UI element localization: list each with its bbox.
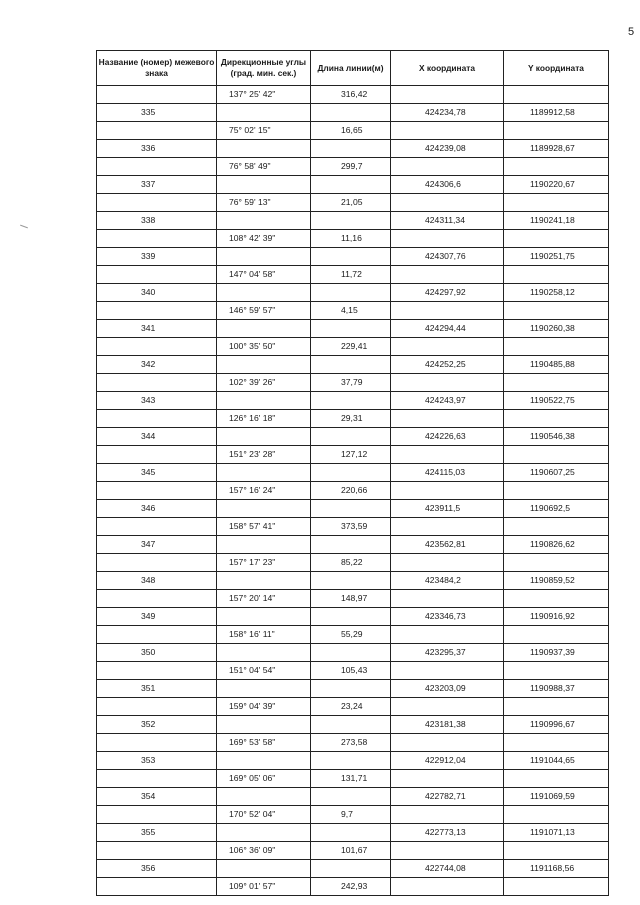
cell-angle: 158° 16' 11" [217, 626, 311, 644]
cell-name: 355 [97, 824, 217, 842]
cell-angle: 106° 36' 09" [217, 842, 311, 860]
cell-length: 85,22 [311, 554, 391, 572]
cell-x: 424115,03 [391, 464, 504, 482]
table-row [97, 842, 609, 860]
cell-name: 339 [97, 248, 217, 266]
cell-angle [217, 536, 311, 554]
table-row [97, 104, 609, 122]
cell-name [97, 626, 217, 644]
cell-angle: 146° 59' 57" [217, 302, 311, 320]
header-name: Название (номер) межевого знака [97, 51, 217, 86]
cell-angle [217, 860, 311, 878]
table-row [97, 302, 609, 320]
table-row [97, 680, 609, 698]
cell-y: 1190916,92 [504, 608, 609, 626]
cell-x: 424297,92 [391, 284, 504, 302]
cell-y: 1191168,56 [504, 860, 609, 878]
cell-angle: 159° 04' 39" [217, 698, 311, 716]
cell-y [504, 158, 609, 176]
table-row [97, 554, 609, 572]
cell-name: 340 [97, 284, 217, 302]
cell-name: 352 [97, 716, 217, 734]
cell-length [311, 320, 391, 338]
table-row [97, 230, 609, 248]
cell-name: 346 [97, 500, 217, 518]
cell-name [97, 194, 217, 212]
table-row [97, 158, 609, 176]
cell-y: 1190859,52 [504, 572, 609, 590]
cell-y [504, 518, 609, 536]
table-row [97, 788, 609, 806]
cell-length: 299,7 [311, 158, 391, 176]
cell-y [504, 302, 609, 320]
cell-x: 423181,38 [391, 716, 504, 734]
table-row [97, 356, 609, 374]
cell-angle: 158° 57' 41" [217, 518, 311, 536]
table-row [97, 644, 609, 662]
cell-x: 424226,63 [391, 428, 504, 446]
cell-length: 29,31 [311, 410, 391, 428]
cell-y [504, 734, 609, 752]
cell-x: 424307,76 [391, 248, 504, 266]
cell-angle: 151° 04' 54" [217, 662, 311, 680]
cell-angle: 157° 20' 14" [217, 590, 311, 608]
cell-name: 345 [97, 464, 217, 482]
cell-name [97, 554, 217, 572]
cell-y [504, 338, 609, 356]
cell-x [391, 626, 504, 644]
cell-length: 101,67 [311, 842, 391, 860]
table-row [97, 338, 609, 356]
cell-name: 349 [97, 608, 217, 626]
table-body [97, 86, 609, 896]
table-row [97, 248, 609, 266]
cell-name: 354 [97, 788, 217, 806]
cell-y: 1190258,12 [504, 284, 609, 302]
cell-x: 424243,97 [391, 392, 504, 410]
table-row [97, 194, 609, 212]
cell-length [311, 140, 391, 158]
cell-x [391, 230, 504, 248]
cell-name: 356 [97, 860, 217, 878]
cell-y: 1190692,5 [504, 500, 609, 518]
table-row [97, 176, 609, 194]
cell-y: 1190220,67 [504, 176, 609, 194]
cell-y: 1190826,62 [504, 536, 609, 554]
cell-angle [217, 644, 311, 662]
table-row [97, 284, 609, 302]
cell-name: 342 [97, 356, 217, 374]
cell-y: 1190485,88 [504, 356, 609, 374]
cell-length: 11,72 [311, 266, 391, 284]
header-row [97, 51, 609, 86]
cell-x [391, 518, 504, 536]
cell-y [504, 878, 609, 896]
cell-y [504, 698, 609, 716]
cell-x [391, 410, 504, 428]
cell-x: 423295,37 [391, 644, 504, 662]
cell-name: 347 [97, 536, 217, 554]
cell-y: 1190546,38 [504, 428, 609, 446]
cell-angle: 126° 16' 18" [217, 410, 311, 428]
cell-length: 21,05 [311, 194, 391, 212]
cell-name [97, 698, 217, 716]
cell-angle [217, 212, 311, 230]
cell-name [97, 158, 217, 176]
cell-length [311, 824, 391, 842]
cell-x [391, 122, 504, 140]
header-angle: Дирекционные углы (град. мин. сек.) [217, 51, 311, 86]
cell-length: 16,65 [311, 122, 391, 140]
cell-x [391, 842, 504, 860]
table-row [97, 410, 609, 428]
cell-length [311, 608, 391, 626]
cell-x: 422912,04 [391, 752, 504, 770]
cell-name [97, 518, 217, 536]
cell-name: 351 [97, 680, 217, 698]
cell-length: 220,66 [311, 482, 391, 500]
cell-y [504, 194, 609, 212]
cell-length [311, 284, 391, 302]
cell-name [97, 734, 217, 752]
cell-angle: 75° 02' 15" [217, 122, 311, 140]
cell-y [504, 230, 609, 248]
cell-name [97, 662, 217, 680]
cell-length: 131,71 [311, 770, 391, 788]
cell-name: 335 [97, 104, 217, 122]
cell-y: 1191069,59 [504, 788, 609, 806]
boundary-table [96, 50, 609, 896]
cell-name: 336 [97, 140, 217, 158]
table-row [97, 806, 609, 824]
cell-name [97, 446, 217, 464]
cell-name [97, 806, 217, 824]
cell-length: 273,58 [311, 734, 391, 752]
cell-length: 55,29 [311, 626, 391, 644]
cell-length [311, 788, 391, 806]
cell-name [97, 878, 217, 896]
table-row [97, 500, 609, 518]
cell-y [504, 410, 609, 428]
table-row [97, 518, 609, 536]
cell-angle [217, 752, 311, 770]
cell-length [311, 104, 391, 122]
cell-x: 424306,6 [391, 176, 504, 194]
cell-name [97, 122, 217, 140]
cell-length [311, 500, 391, 518]
cell-length: 229,41 [311, 338, 391, 356]
cell-y [504, 554, 609, 572]
cell-length [311, 536, 391, 554]
cell-length [311, 176, 391, 194]
table-row [97, 824, 609, 842]
cell-x [391, 734, 504, 752]
table-row [97, 662, 609, 680]
cell-name [97, 266, 217, 284]
table-row [97, 770, 609, 788]
cell-angle [217, 356, 311, 374]
cell-y: 1189928,67 [504, 140, 609, 158]
table-row [97, 860, 609, 878]
cell-x [391, 302, 504, 320]
table-row [97, 86, 609, 104]
table-row [97, 734, 609, 752]
cell-x: 424234,78 [391, 104, 504, 122]
page-number: 5 [628, 26, 635, 38]
cell-name [97, 590, 217, 608]
table-row [97, 608, 609, 626]
cell-x [391, 806, 504, 824]
cell-angle: 100° 35' 50" [217, 338, 311, 356]
table-row [97, 446, 609, 464]
cell-x: 424311,34 [391, 212, 504, 230]
cell-name [97, 770, 217, 788]
cell-length [311, 752, 391, 770]
cell-name [97, 842, 217, 860]
table-row [97, 752, 609, 770]
cell-name [97, 410, 217, 428]
cell-angle: 76° 59' 13" [217, 194, 311, 212]
cell-name: 338 [97, 212, 217, 230]
cell-length: 4,15 [311, 302, 391, 320]
scan-mark [20, 225, 28, 229]
cell-name: 344 [97, 428, 217, 446]
cell-y: 1190522,75 [504, 392, 609, 410]
cell-y [504, 482, 609, 500]
cell-y [504, 770, 609, 788]
table-row [97, 572, 609, 590]
cell-y [504, 590, 609, 608]
cell-angle: 147° 04' 58" [217, 266, 311, 284]
cell-x: 423484,2 [391, 572, 504, 590]
cell-length [311, 860, 391, 878]
cell-length: 37,79 [311, 374, 391, 392]
cell-name [97, 302, 217, 320]
cell-x: 424239,08 [391, 140, 504, 158]
cell-length [311, 644, 391, 662]
cell-angle [217, 392, 311, 410]
cell-y: 1190260,38 [504, 320, 609, 338]
cell-length [311, 680, 391, 698]
header-length: Длина линии(м) [311, 51, 391, 86]
cell-angle [217, 680, 311, 698]
cell-angle: 157° 17' 23" [217, 554, 311, 572]
cell-y: 1191044,65 [504, 752, 609, 770]
cell-y: 1190988,37 [504, 680, 609, 698]
cell-angle [217, 104, 311, 122]
cell-x [391, 770, 504, 788]
cell-x [391, 554, 504, 572]
cell-angle [217, 464, 311, 482]
cell-length: 105,43 [311, 662, 391, 680]
cell-angle: 137° 25' 42" [217, 86, 311, 104]
cell-y [504, 446, 609, 464]
table-row [97, 626, 609, 644]
cell-angle: 169° 53' 58" [217, 734, 311, 752]
cell-name: 348 [97, 572, 217, 590]
cell-name [97, 374, 217, 392]
cell-name: 341 [97, 320, 217, 338]
cell-y [504, 662, 609, 680]
cell-angle [217, 572, 311, 590]
cell-angle: 108° 42' 39" [217, 230, 311, 248]
cell-x: 423346,73 [391, 608, 504, 626]
table-row [97, 374, 609, 392]
cell-x [391, 338, 504, 356]
cell-angle [217, 320, 311, 338]
cell-angle [217, 608, 311, 626]
cell-y: 1189912,58 [504, 104, 609, 122]
cell-x [391, 158, 504, 176]
cell-y [504, 122, 609, 140]
cell-length: 23,24 [311, 698, 391, 716]
cell-y: 1190996,67 [504, 716, 609, 734]
cell-length: 373,59 [311, 518, 391, 536]
cell-name: 337 [97, 176, 217, 194]
cell-angle: 76° 58' 49" [217, 158, 311, 176]
header-y: Y координата [504, 51, 609, 86]
cell-angle [217, 716, 311, 734]
cell-angle [217, 788, 311, 806]
cell-length [311, 464, 391, 482]
cell-x [391, 698, 504, 716]
cell-angle: 170° 52' 04" [217, 806, 311, 824]
cell-length: 127,12 [311, 446, 391, 464]
table-row [97, 698, 609, 716]
table-row [97, 266, 609, 284]
cell-y [504, 374, 609, 392]
cell-x [391, 266, 504, 284]
cell-length [311, 356, 391, 374]
cell-x: 423911,5 [391, 500, 504, 518]
cell-name: 350 [97, 644, 217, 662]
cell-y: 1190607,25 [504, 464, 609, 482]
cell-x [391, 878, 504, 896]
cell-x [391, 374, 504, 392]
cell-x: 422782,71 [391, 788, 504, 806]
cell-angle: 151° 23' 28" [217, 446, 311, 464]
cell-length [311, 212, 391, 230]
cell-angle [217, 284, 311, 302]
cell-x [391, 662, 504, 680]
table-row [97, 716, 609, 734]
cell-y [504, 266, 609, 284]
cell-length: 11,16 [311, 230, 391, 248]
cell-y [504, 842, 609, 860]
cell-angle [217, 176, 311, 194]
table-row [97, 392, 609, 410]
header-x: X координата [391, 51, 504, 86]
cell-length [311, 716, 391, 734]
cell-name [97, 482, 217, 500]
cell-angle: 169° 05' 06" [217, 770, 311, 788]
cell-x: 424294,44 [391, 320, 504, 338]
table-row [97, 464, 609, 482]
table-row [97, 140, 609, 158]
cell-y [504, 86, 609, 104]
cell-y [504, 806, 609, 824]
cell-x: 422744,08 [391, 860, 504, 878]
table-row [97, 590, 609, 608]
cell-x: 423562,81 [391, 536, 504, 554]
cell-y: 1190251,75 [504, 248, 609, 266]
cell-length [311, 392, 391, 410]
cell-x [391, 482, 504, 500]
cell-angle [217, 428, 311, 446]
cell-angle: 109° 01' 57" [217, 878, 311, 896]
cell-x [391, 446, 504, 464]
table-row [97, 878, 609, 896]
cell-angle [217, 248, 311, 266]
cell-length: 9,7 [311, 806, 391, 824]
cell-angle [217, 500, 311, 518]
cell-length [311, 428, 391, 446]
table-row [97, 536, 609, 554]
cell-x [391, 86, 504, 104]
table-row [97, 122, 609, 140]
cell-angle: 102° 39' 26" [217, 374, 311, 392]
cell-angle: 157° 16' 24" [217, 482, 311, 500]
table-row [97, 482, 609, 500]
cell-name: 343 [97, 392, 217, 410]
cell-name [97, 86, 217, 104]
cell-y: 1191071,13 [504, 824, 609, 842]
cell-name [97, 230, 217, 248]
cell-x: 423203,09 [391, 680, 504, 698]
cell-length: 316,42 [311, 86, 391, 104]
cell-length [311, 248, 391, 266]
table-row [97, 212, 609, 230]
cell-x [391, 194, 504, 212]
cell-angle [217, 140, 311, 158]
table-row [97, 320, 609, 338]
cell-x: 424252,25 [391, 356, 504, 374]
cell-name [97, 338, 217, 356]
table-row [97, 428, 609, 446]
cell-x [391, 590, 504, 608]
cell-length [311, 572, 391, 590]
cell-y [504, 626, 609, 644]
cell-y: 1190241,18 [504, 212, 609, 230]
cell-angle [217, 824, 311, 842]
cell-length: 242,93 [311, 878, 391, 896]
cell-x: 422773,13 [391, 824, 504, 842]
cell-name: 353 [97, 752, 217, 770]
cell-length: 148,97 [311, 590, 391, 608]
cell-y: 1190937,39 [504, 644, 609, 662]
